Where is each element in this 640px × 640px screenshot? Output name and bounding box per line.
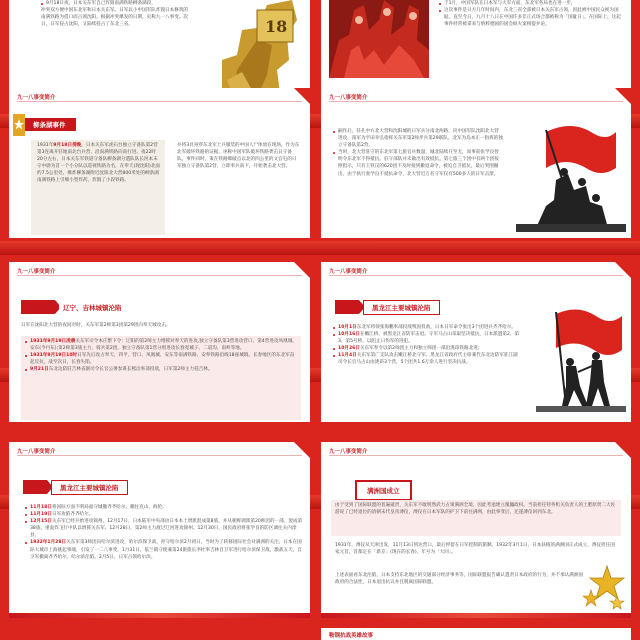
corner-decoration: [294, 442, 310, 458]
header-divider: [329, 455, 623, 456]
slide4-header: 九一八事变简介: [329, 95, 368, 101]
slide-7: [9, 442, 310, 618]
slide-8: [321, 442, 631, 618]
slide9-header: 鞍钢抗战英雄故事: [329, 633, 374, 639]
slide7-header: 九一八事变简介: [17, 449, 56, 455]
section-tag-liaoning-jilin: 辽宁、吉林城镇沦陷: [59, 300, 126, 315]
slide7-events: 11月18日将国际方面不明局面守城撤齐齐哈尔、撤往克山、海伦。 11月19日日军攻陷齐齐哈尔。 12月15日关东军已经开始进攻锦州。12月17日，日本陆军中央部由日本本土增派混成第8旅，并从朝鲜调派第20师团的一部，混成第38旅、重轰炸飞行中队以增援关东军。12月28日，第2师主力渡过辽河进攻锦州。12月30日，国民政府将张学良的防区调往关内滦县。 1932年1月28日关东军第3师团向哈尔滨进攻，哈尔滨保卫战，拒守哈尔滨2月初日，当时为了转移国际社会对满洲的关注，日本在国际大城市上海挑起事端，引发了一二八事变。1月31日，依兰镇守使兼第24旅旅长李杜率吉林自卫军进行哈尔滨保卫战，激战五天，自卫军撤离齐齐哈尔，哈尔滨沦陷。2月5日，日军占领哈尔滨。: [25, 504, 303, 561]
slide3-header: 九一八事变简介: [17, 95, 56, 101]
corner-decoration: [615, 262, 631, 278]
slide-3: [9, 88, 310, 238]
liutiaohu-left-text: 1931年9月18日傍晚，日本关东军虎石台独立守备队第2营第3连离开驻地南北台兵营，沿南满铁路向南行进。夜22时20分左右，日本关东军铁道守备队柳条湖分遣队队长河本末守中尉为首一个小分队以巡视铁路为名，在奉天(现沈阳)北面约7.5公里处，爆炸柳条湖附近沈阳北大营800米处的柳条湖南满铁路上引爆小型炸药，炸毁了小段铁路。: [37, 143, 161, 184]
section-tag-heilongjiang: 黑龙江主要城镇沦陷: [363, 300, 440, 315]
chevron-right-icon: [335, 300, 365, 314]
corner-decoration: [294, 88, 310, 104]
slide-9-partial: [321, 628, 631, 640]
header-divider: [329, 101, 623, 102]
chevron-right-icon: [23, 480, 53, 494]
slide1-text: 冲突双方便中国东北军和日本关东军。日军以小中国军队炸毁日本修筑的南满铁路为借口而占领沈阳。根据冲突爆发的日期，史称九一八事变。次日，日军侵占沈阳，又陆续侵占了东北三省。: [41, 8, 189, 28]
slide2-text: 于1月，中国军队在日本军与大军方面，东北军各局也在进一步， 这次事件是日方几年时间内，东北三省全部被日本关东军占领，因此被中国民众视为国耻。直至今日，九月十八日在中国许多非正式场合都被称为「国耻日」。在国际上，这起事件经常被拿来与纳粹德国的国会纵火案相提并论。: [439, 0, 623, 28]
slide5-intro: 日军在沈阳北大营的夜间对时，关东军第2师第3团第29团向奉天城攻击。: [21, 323, 171, 328]
slide6-header: 九一八事变简介: [329, 269, 368, 275]
liutiaohu-right-text: 并将3具身穿东北军士兵服装的中国人尸体放在现场，作为东北军破坏铁路的证据，诬称中国军队破坏铁路袭击日守备队。事件同时，策在铁路爆破点以北的四公里的文官屯的日军独立守备队第2营，立即率兵南下，开始袭击北大营。: [177, 143, 300, 170]
flag-raising-silhouette-image: [516, 120, 626, 232]
star-icon: [13, 114, 25, 136]
manchukuo-text-2: 1931年，溥仪从天津出发，11月13日到达营口，最后停留在日军控制的旅顺。1932年3月1日，日本扶植的满洲国正式成立，溥仪担任国家元首，首都定在「新京」(现在的长春)，年号为「大同」。: [335, 543, 615, 556]
slide5-header: 九一八事变简介: [17, 269, 56, 275]
flag-bearers-silhouette-image: [526, 306, 626, 416]
slide8-header: 九一八事变简介: [329, 449, 368, 455]
section-tag-liutiaohu: 柳条湖事件: [23, 118, 76, 131]
manchukuo-text-1: 由于受到了国际联盟的普遍谴责，关东军不敢明然武力占领满洲全境，因此考虑建立傀儡政权。当前担任特务机关负责人的土肥原贤二大佐游说了已经退位的清朝末代皇帝溥仪，溥仪在日本军队的护卫下前往满洲，由此事变后，还遂溥仪回到东北。: [335, 503, 616, 516]
corner-decoration: [294, 262, 310, 278]
slide-4: [321, 88, 631, 238]
corner-decoration: [615, 88, 631, 104]
corner-decoration: [615, 442, 631, 458]
header-divider: [17, 101, 302, 102]
manchukuo-text-3: 上述表面看东北沦陷，日本支持东北地区的交通部分经济事务等，国际联盟报告确认遣责日本政府的行为，并不承认满洲国政府的合法性，日本退出抗议并且脱离国际联盟。: [335, 573, 584, 586]
slide5-events: 1931年9月19日凌晨关东军司令本庄繁下令：辽阳的第2师主力增援对奉天的进攻,独立守备队第3营进攻营口、第4营进攻凤凰城、安东(今丹东);第2师第3旅主力，骑兵第2团，独立守备队第1营分别进攻长春宽城子、二道沟、南岭等地。 1931年9月19日10时日军先后攻占奉天、四平、营口、凤凰城、安东等南满铁路、安奉铁路沿线18座城镇。长春地区的东北军奋起反抗，战至次日，长春失陷。 9月21日东北边防驻吉林省副司令长官公署参谋长熙洽率部投敌，日军第2师主力侵吉林。: [25, 338, 297, 373]
chevron-right-icon: [21, 300, 61, 314]
slide-6: [321, 262, 631, 422]
slide6-events: 10月1日东北军将领张海鹏率部投敌叛国投敌，日本日军命令张出3个团进兵齐齐哈尔。 10月16日在嫩江桥，被黑龙江省防军击退。守军马占山采取坚决抵抗，日本派遣第2、第3、第5号桥，以阻止日伪军的进犯。 10月26日关东军奉令以第2师团主力和独立师团一部沿洮昂铁路北进； 11月4日关东军第广支队攻击嫩江桥北守军。黑龙江省政府代主席兼代东北边防军驻江副司令长官马占山由洮昂3个营，5个团共1.6万余人进行坚决抗战。: [333, 324, 521, 367]
slide4-text: 嗣作后，驻扎中方北大营和沈阳城的日军兵分南北两路，向中国军队沈阳北大营进攻。南军为平田幸弘指挥关东军第2师步兵第29联队，北军为岛本正一指挥的独立守备队第2营。 当时，北大营驻守的东北军第七旅官兵数量，城北陆续开至无，而事前张学良曾明令东北军不得抵抗。驻守部队并未做出有效抵抗。第七旅三个团中有两个团按照指示，只有王铁汉的620团不及时接到撤退命令，被迫自卫抵抗，最后突围撤出。由于执行张学良不抵抗命令，北大营近万名守军仅有500多人的日军击溃。: [333, 128, 503, 178]
slide-footer-bar: [9, 613, 310, 618]
header-divider: [17, 455, 302, 456]
slide-5: [9, 262, 310, 422]
soldiers-charge-image: [329, 0, 429, 78]
slide1-bullet: 9月18日夜，日本关东军自己炸毁南满铁路柳条湖段，: [41, 0, 191, 7]
section-tag-manchukuo: 满洲国成立: [355, 480, 412, 501]
header-divider: [17, 275, 302, 276]
section-tag-heilongjiang-2: 黑龙江主要城镇沦陷: [51, 480, 128, 495]
header-divider: [329, 275, 623, 276]
svg-text:18: 18: [265, 17, 288, 36]
gold-stars-decoration-icon: [581, 564, 627, 610]
slide-footer-bar: [321, 613, 631, 618]
